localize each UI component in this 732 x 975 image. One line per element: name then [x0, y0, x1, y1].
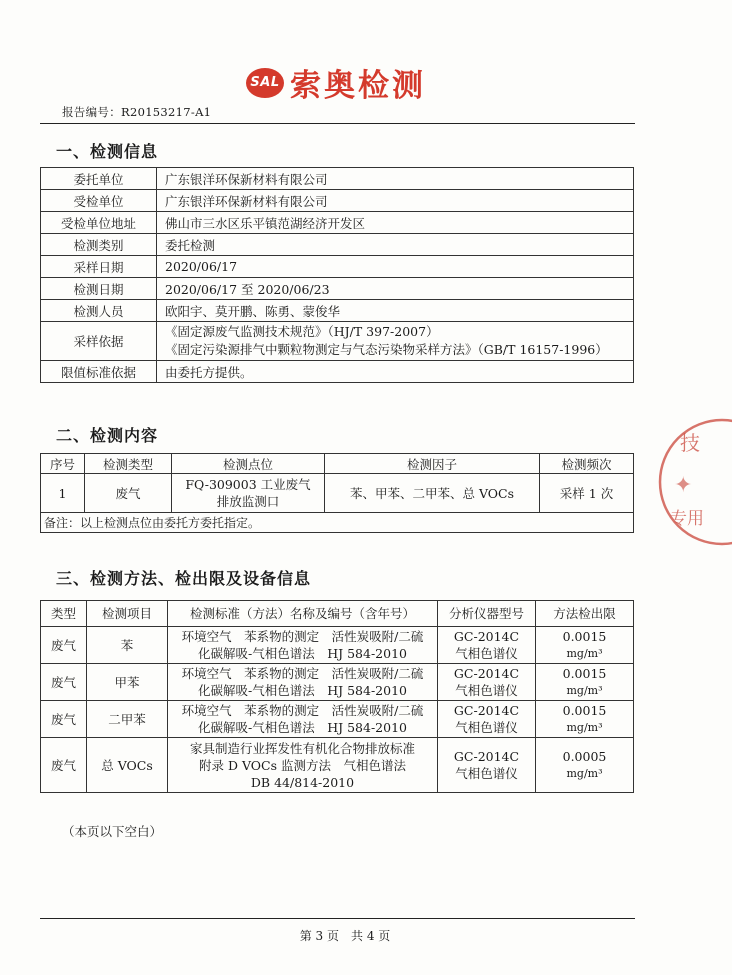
header-cell: 序号: [41, 454, 85, 474]
info-value: 2020/06/17: [157, 256, 634, 278]
std-line: 环境空气 苯系物的测定 活性炭吸附/二硫: [181, 629, 424, 644]
info-value: 2020/06/17 至 2020/06/23: [157, 278, 634, 300]
info-row: [41, 361, 634, 383]
limit-unit: mg/m³: [566, 721, 603, 734]
footer-divider: [40, 918, 635, 919]
limit-unit: mg/m³: [566, 684, 603, 697]
instrument-model: GC-2014C: [453, 749, 520, 764]
method-standard: [168, 627, 438, 664]
svg-text:技: 技: [680, 431, 700, 455]
section-title-info: 一、检测信息: [56, 142, 159, 161]
info-value: 佛山市三水区乐平镇范湖经济开发区: [157, 212, 634, 234]
method-row: [41, 627, 634, 664]
method-instrument: [438, 627, 536, 664]
instrument-model: GC-2014C: [453, 666, 520, 681]
header-cell: 检测项目: [87, 601, 168, 627]
info-label: 受检单位: [41, 190, 157, 212]
method-standard: [168, 701, 438, 738]
company-logo: [246, 60, 426, 105]
method-limit: [536, 627, 634, 664]
info-table: [40, 167, 634, 383]
info-label: 采样依据: [41, 322, 157, 361]
info-row: [41, 212, 634, 234]
logo-badge: SAL: [246, 68, 284, 98]
method-standard: [168, 738, 438, 793]
info-row: [41, 278, 634, 300]
svg-text:专用: 专用: [670, 509, 704, 529]
method-row: [41, 664, 634, 701]
limit-value: 0.0015: [562, 666, 607, 681]
row-point: [172, 474, 325, 513]
limit-value: 0.0015: [562, 629, 607, 644]
std-line: DB 44/814-2010: [250, 774, 355, 790]
limit-unit: mg/m³: [566, 647, 603, 660]
std-line: 家具制造行业挥发性有机化合物排放标准: [189, 740, 415, 756]
limit-value: 0.0005: [562, 749, 607, 764]
info-row: [41, 190, 634, 212]
basis-line: 《固定源废气监测技术规范》（HJ/T 397-2007）: [165, 324, 439, 339]
limit-value: 0.0015: [562, 703, 607, 718]
method-limit: [536, 738, 634, 793]
section-title-methods: 三、检测方法、检出限及设备信息: [56, 569, 312, 588]
info-label: 采样日期: [41, 256, 157, 278]
header-cell: 类型: [41, 601, 87, 627]
info-value: 由委托方提供。: [157, 361, 634, 383]
info-value: [157, 322, 634, 361]
header-cell: 检测类型: [85, 454, 172, 474]
header-cell: 分析仪器型号: [438, 601, 536, 627]
info-row: [41, 322, 634, 361]
info-label: 检测日期: [41, 278, 157, 300]
method-type: 废气: [41, 738, 87, 793]
method-instrument: [438, 701, 536, 738]
official-seal: [652, 412, 732, 552]
method-limit: [536, 701, 634, 738]
method-type: 废气: [41, 664, 87, 701]
method-row: [41, 738, 634, 793]
method-item: 二甲苯: [87, 701, 168, 738]
info-label: 限值标准依据: [41, 361, 157, 383]
info-label: 检测类别: [41, 234, 157, 256]
info-value: 欧阳宇、莫开鹏、陈勇、蒙俊华: [157, 300, 634, 322]
info-row: [41, 256, 634, 278]
method-limit: [536, 664, 634, 701]
instrument-name: 气相色谱仪: [455, 766, 518, 781]
info-value: 广东银洋环保新材料有限公司: [157, 168, 634, 190]
std-line: 化碳解吸-气相色谱法 HJ 584-2010: [197, 646, 407, 661]
method-item: 苯: [87, 627, 168, 664]
info-label: 委托单位: [41, 168, 157, 190]
section-title-content: 二、检测内容: [56, 426, 159, 445]
method-item: 甲苯: [87, 664, 168, 701]
page-footer: 第 3 页 共 4 页: [299, 929, 391, 943]
info-row: [41, 300, 634, 322]
std-line: 化碳解吸-气相色谱法 HJ 584-2010: [197, 683, 407, 698]
header-cell: 检测标准（方法）名称及编号（含年号）: [168, 601, 438, 627]
method-instrument: [438, 664, 536, 701]
point-line: FQ-309003 工业废气: [185, 477, 311, 492]
row-type: 废气: [85, 474, 172, 513]
std-line: 环境空气 苯系物的测定 活性炭吸附/二硫: [181, 666, 424, 681]
method-row: [41, 701, 634, 738]
info-value: 委托检测: [157, 234, 634, 256]
row-factors: 苯、甲苯、二甲苯、总 VOCs: [325, 474, 540, 513]
info-row: [41, 168, 634, 190]
header-cell: 检测频次: [540, 454, 634, 474]
instrument-model: GC-2014C: [453, 629, 520, 644]
content-note: 备注：以上检测点位由委托方委托指定。: [41, 513, 634, 533]
info-row: [41, 234, 634, 256]
instrument-name: 气相色谱仪: [455, 683, 518, 698]
svg-text:✦: ✦: [674, 473, 693, 498]
header-divider: [40, 123, 635, 124]
info-value: 广东银洋环保新材料有限公司: [157, 190, 634, 212]
header-cell: 检测点位: [172, 454, 325, 474]
std-line: 环境空气 苯系物的测定 活性炭吸附/二硫: [181, 703, 424, 718]
point-line: 排放监测口: [216, 494, 280, 509]
method-type: 废气: [41, 627, 87, 664]
std-line: 附录 D VOCs 监测方法 气相色谱法: [199, 757, 406, 773]
method-instrument: [438, 738, 536, 793]
row-no: 1: [41, 474, 85, 513]
content-table: [40, 453, 634, 533]
info-label: 受检单位地址: [41, 212, 157, 234]
info-label: 检测人员: [41, 300, 157, 322]
limit-unit: mg/m³: [566, 767, 603, 780]
method-standard: [168, 664, 438, 701]
blank-note: （本页以下空白）: [62, 824, 163, 839]
instrument-model: GC-2014C: [453, 703, 520, 718]
header-cell: 检测因子: [325, 454, 540, 474]
logo-text: 索奥检测: [290, 68, 426, 104]
std-line: 化碳解吸-气相色谱法 HJ 584-2010: [197, 720, 407, 735]
basis-line: 《固定污染源排气中颗粒物测定与气态污染物采样方法》（GB/T 16157-1996）: [165, 342, 608, 357]
methods-table: [40, 600, 634, 793]
method-item: 总 VOCs: [87, 738, 168, 793]
row-freq: 采样 1 次: [540, 474, 634, 513]
report-number: 报告编号：R20153217-A1: [62, 105, 212, 119]
instrument-name: 气相色谱仪: [455, 646, 518, 661]
header-cell: 方法检出限: [536, 601, 634, 627]
instrument-name: 气相色谱仪: [455, 720, 518, 735]
method-type: 废气: [41, 701, 87, 738]
